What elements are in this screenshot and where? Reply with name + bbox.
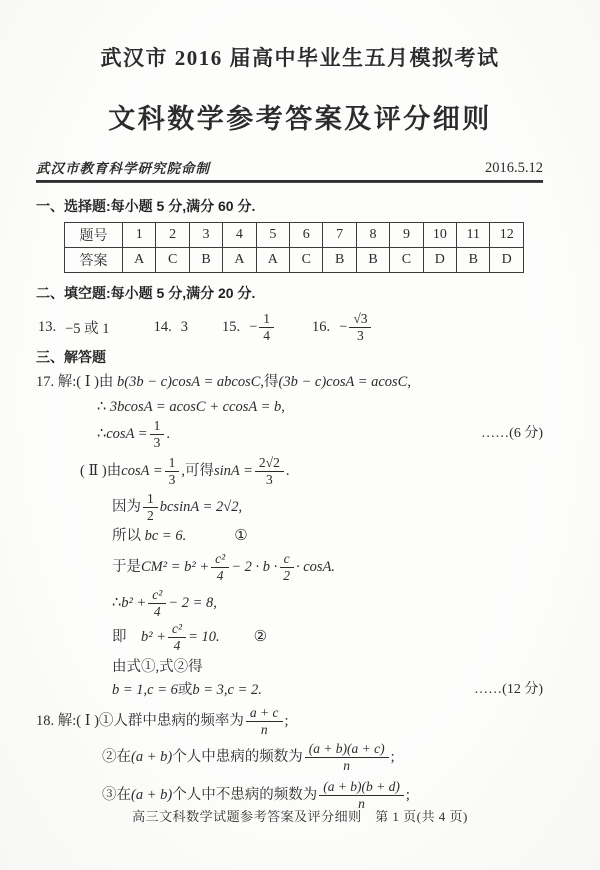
question-label: 14. [153,318,172,335]
date-label: 2016.5.12 [485,160,543,176]
question-number-cell: 3 [189,223,222,248]
equation-mark-1: ① [234,528,248,545]
question-number-cell: 5 [256,223,289,248]
text-run: 个人中患病的频数为 [172,749,303,766]
question-label: 15. [221,318,241,335]
text-run: . [166,426,170,443]
fraction-numerator: c² [211,551,229,568]
blank-answer-13 [38,317,110,338]
blank-answer-14 [154,319,188,336]
fraction-denominator: 2 [283,567,290,583]
fraction-numerator: c² [148,587,166,604]
row-header-number: 题号 [65,223,123,248]
fraction [255,455,284,487]
q17-line-3 [97,418,543,450]
fraction-numerator: 1 [143,491,158,508]
fraction [168,621,186,653]
text-run: 所以 [112,528,145,545]
fraction-numerator: √3 [349,311,371,328]
row-header-answer: 答案 [65,248,123,273]
question-number-cell: 1 [123,223,156,248]
fraction [259,311,274,343]
section-heading-solutions: 三、解答题 [36,349,106,365]
question-number-cell: 11 [457,223,490,248]
section-heading-blank: 二、填空题:每小题 5 分,满分 20 分. [36,285,256,301]
fraction [165,455,180,487]
fraction-denominator: n [260,721,268,737]
fraction-numerator: 1 [150,418,165,435]
fraction-numerator: a + c [246,705,283,722]
math-run: b = 1,c = 6 [112,682,178,699]
math-run: cosA = [106,426,148,443]
q18-line-1 [36,704,543,738]
math-run: b(3b − c)cosA = abcosC [117,374,261,390]
q17-line-5 [112,490,543,524]
math-run: CM² = b² + [141,559,210,576]
math-run: − 2 · b · [231,559,278,576]
blank-answer-16 [312,311,373,343]
math-run: cosA = [121,463,163,480]
text-run: ( Ⅱ )由 [80,463,122,480]
question-number-cell: 9 [390,223,423,248]
question-number-cell: 2 [156,223,189,248]
text-run: ,得 [260,374,279,390]
question-number-cell: 6 [290,223,323,248]
text-run: ②在 [102,749,131,766]
math-run: b² + [121,595,147,612]
fraction-denominator: 3 [266,471,273,487]
blank-answer-15 [222,311,276,343]
minus-sign: − [339,318,348,335]
q17-line-10: 由式①,式②得 [112,659,203,676]
fraction-numerator: (a + b)(b + d) [319,779,404,796]
fraction [305,741,389,773]
answer-cell: B [189,248,222,273]
answer-value: −5 或 1 [65,320,110,337]
table-row-numbers [65,223,524,248]
text-run: ; [284,713,289,730]
fraction-numerator: c² [168,621,186,638]
fraction-numerator: 1 [259,311,274,328]
fraction [143,491,158,523]
question-number-cell: 10 [423,223,456,248]
score-annotation: ……(12 分) [474,682,543,698]
answer-value: 3 [180,318,188,335]
math-run: bc = 6. [144,528,187,545]
q17-line-6 [112,524,543,548]
meta-row [36,157,543,177]
minus-sign: − [249,318,258,335]
fraction-denominator: 4 [173,637,181,653]
answer-cell: D [490,248,524,273]
fraction-denominator: 4 [216,567,224,583]
therefore-symbol: ∴ [97,399,110,415]
fraction-numerator: 2√2 [255,455,284,472]
question-number-cell: 7 [323,223,356,248]
text-run: , [281,399,285,415]
q17-line-8 [112,586,543,620]
text-run: ,可得 [181,463,214,480]
fraction [148,587,166,619]
question-number-cell: 4 [223,223,256,248]
math-run: 3bcosA = acosC + ccosA = b [109,399,282,415]
answer-cell: A [256,248,289,273]
text-run: 因为 [112,499,141,516]
exam-title: 武汉市 2016 届高中毕业生五月模拟考试 [100,46,500,70]
blank-answers-row [38,307,543,347]
math-run: · cosA. [295,559,336,576]
score-annotation: ……(6 分) [481,426,543,442]
text-run: ③在 [102,787,131,804]
therefore-symbol: ∴ [112,595,122,612]
therefore-symbol: ∴ [97,426,107,443]
math-run: bcsinA = 2√2 [159,499,239,516]
fraction-denominator: n [343,757,351,773]
answer-cell: C [390,248,423,273]
fraction [150,418,165,450]
text-run: 17. 解:( Ⅰ )由 [36,374,118,390]
math-run: (a + b) [131,749,173,766]
fraction-denominator: 4 [263,327,270,343]
math-run: sinA = [213,463,253,480]
answer-cell: C [290,248,323,273]
math-run: (a + b) [131,787,173,804]
text-run: ; [405,787,410,804]
table-row-answers [65,248,524,273]
document-body [36,196,543,814]
q17-line-9 [112,620,543,654]
answer-cell: A [223,248,256,273]
text-run: . [285,463,290,480]
answer-cell: B [356,248,389,273]
text-run: , [213,595,217,612]
math-run: b = 3,c = 2. [192,682,262,699]
text-run: 于是 [112,559,141,576]
fraction-denominator: n [358,795,365,811]
issuer-label: 武汉市教育科学研究院命制 [36,161,210,176]
fraction-denominator: 4 [153,603,161,619]
fraction-numerator: c [280,551,294,568]
section-heading-choice: 一、选择题:每小题 5 分,满分 60 分. [36,198,256,214]
text-run: , [407,374,411,390]
math-run: = 10. [188,629,220,646]
fraction-denominator: 3 [357,327,364,343]
question-label: 16. [312,318,331,335]
q17-line-1 [36,371,543,393]
question-number-cell: 12 [490,223,524,248]
fraction [279,551,294,583]
q17-line-4 [80,452,543,490]
fraction [246,705,283,737]
text-run: 18. 解:( Ⅰ )①人群中患病的频率为 [36,713,244,730]
answer-cell: D [423,248,456,273]
math-run: − 2 = 8 [168,595,214,612]
q17-line-11 [112,678,543,702]
question-number-cell: 8 [356,223,389,248]
q18-line-2 [102,738,543,776]
answer-cell: B [457,248,490,273]
text-run: , [238,499,243,516]
q17-line-2 [97,396,543,418]
answer-cell: B [323,248,356,273]
equation-mark-2: ② [253,629,268,646]
header-divider [36,180,543,183]
math-group [97,418,170,450]
math-run: (3b − c)cosA = acosC [278,374,408,390]
fraction-numerator: (a + b)(a + c) [305,741,389,758]
q17-line-7 [112,548,543,586]
math-group [112,678,262,702]
fraction-denominator: 3 [168,471,176,487]
document-subtitle: 文科数学参考答案及评分细则 [108,104,492,134]
fraction-numerator: 1 [165,455,180,472]
question-label: 13. [38,318,57,335]
page-footer: 高三文科数学试题参考答案及评分细则 第 1 页(共 4 页) [132,809,468,824]
fraction-denominator: 3 [153,434,161,450]
answer-table [64,222,524,273]
math-run: b² + [141,629,167,646]
answer-cell: C [156,248,189,273]
fraction-denominator: 2 [147,507,154,523]
text-run: ; [390,749,395,766]
text-run: 即 [112,629,141,646]
fraction [349,311,371,343]
text-run: 个人中不患病的频数为 [172,787,318,804]
text-run: 或 [177,682,193,699]
answer-cell: A [123,248,156,273]
fraction [211,551,229,583]
